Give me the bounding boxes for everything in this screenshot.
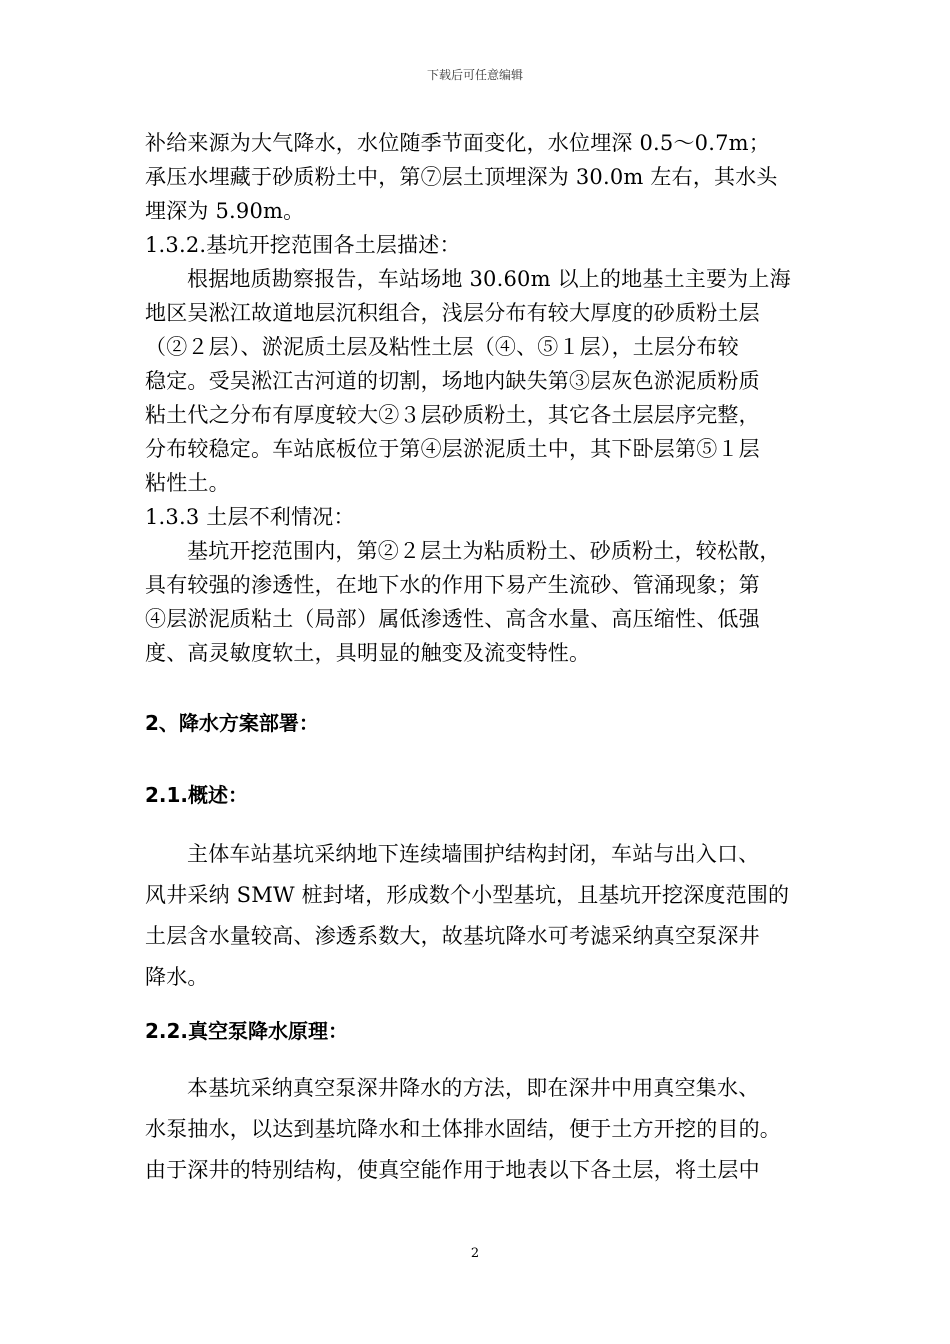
section-heading-1-3-3: 1.3.3 土层不利情况： xyxy=(145,505,355,529)
text-line: 本基坑采纳真空泵深井降水的方法，即在深井中用真空集水、 xyxy=(187,1076,760,1100)
page-number: 2 xyxy=(470,1246,480,1261)
text-line: 具有较强的渗透性，在地下水的作用下易产生流砂、管涌现象；第 xyxy=(145,573,760,597)
text-line: 承压水埋藏于砂质粉土中，第⑦层土顶埋深为 30.0m 左右，其水头 xyxy=(145,165,778,189)
text-line: 分布较稳定。车站底板位于第④层淤泥质土中，其下卧层第⑤１层 xyxy=(145,437,760,461)
page-header: 下载后可任意编辑 xyxy=(426,68,523,82)
paragraph-overview xyxy=(145,834,810,998)
text-line: 水泵抽水，以达到基坑降水和土体排水固结，便于土方开挖的目的。 xyxy=(145,1117,781,1141)
text-line: 稳定。受吴淞江古河道的切割，场地内缺失第③层灰色淤泥质粉质 xyxy=(145,369,760,393)
document-body xyxy=(145,126,810,1191)
text-line: 土层含水量较高、渗透系数大，故基坑降水可考滤采纳真空泵深井 xyxy=(145,924,760,948)
text-line: 主体车站基坑采纳地下连续墙围护结构封闭，车站与出入口、 xyxy=(187,842,760,866)
text-line: ④层淤泥质粘土（局部）属低渗透性、高含水量、高压缩性、低强 xyxy=(145,607,760,631)
paragraph-principle xyxy=(145,1068,810,1191)
text-line: 地区吴淞江故道地层沉积组合，浅层分布有较大厚度的砂质粉土层 xyxy=(145,301,760,325)
text-line: 粘性土。 xyxy=(145,471,230,495)
section-heading-1-3-2: 1.3.2.基坑开挖范围各土层描述： xyxy=(145,233,461,257)
paragraph-groundwater xyxy=(145,126,810,228)
section-heading-2-2: 2.2.真空泵降水原理： xyxy=(145,1019,349,1043)
text-line: 风井采纳 SMW 桩封堵，形成数个小型基坑，且基坑开挖深度范围的 xyxy=(145,883,790,907)
paragraph-adverse-conditions xyxy=(145,534,810,670)
text-line: 由于深井的特别结构，使真空能作用于地表以下各土层，将土层中 xyxy=(145,1158,760,1182)
text-line: （②２层）、淤泥质土层及粘性土层（④、⑤１层），土层分布较 xyxy=(145,335,739,359)
paragraph-soil-layers xyxy=(145,262,810,500)
text-line: 基坑开挖范围内，第②２层土为粘质粉土、砂质粉土，较松散， xyxy=(187,539,781,563)
text-line: 补给来源为大气降水，水位随季节面变化，水位埋深 0.5～0.7m； xyxy=(145,131,770,155)
section-heading-2-1: 2.1.概述： xyxy=(145,783,249,807)
text-line: 度、高灵敏度软土，具明显的触变及流变特性。 xyxy=(145,641,591,665)
text-line: 根据地质勘察报告，车站场地 30.60m 以上的地基土主要为上海 xyxy=(187,267,791,291)
text-line: 降水。 xyxy=(145,965,209,989)
section-heading-2: 2、降水方案部署： xyxy=(145,711,319,735)
text-line: 粘土代之分布有厚度较大②３层砂质粉土，其它各土层层序完整， xyxy=(145,403,760,427)
text-line: 埋深为 5.90m。 xyxy=(145,199,305,223)
